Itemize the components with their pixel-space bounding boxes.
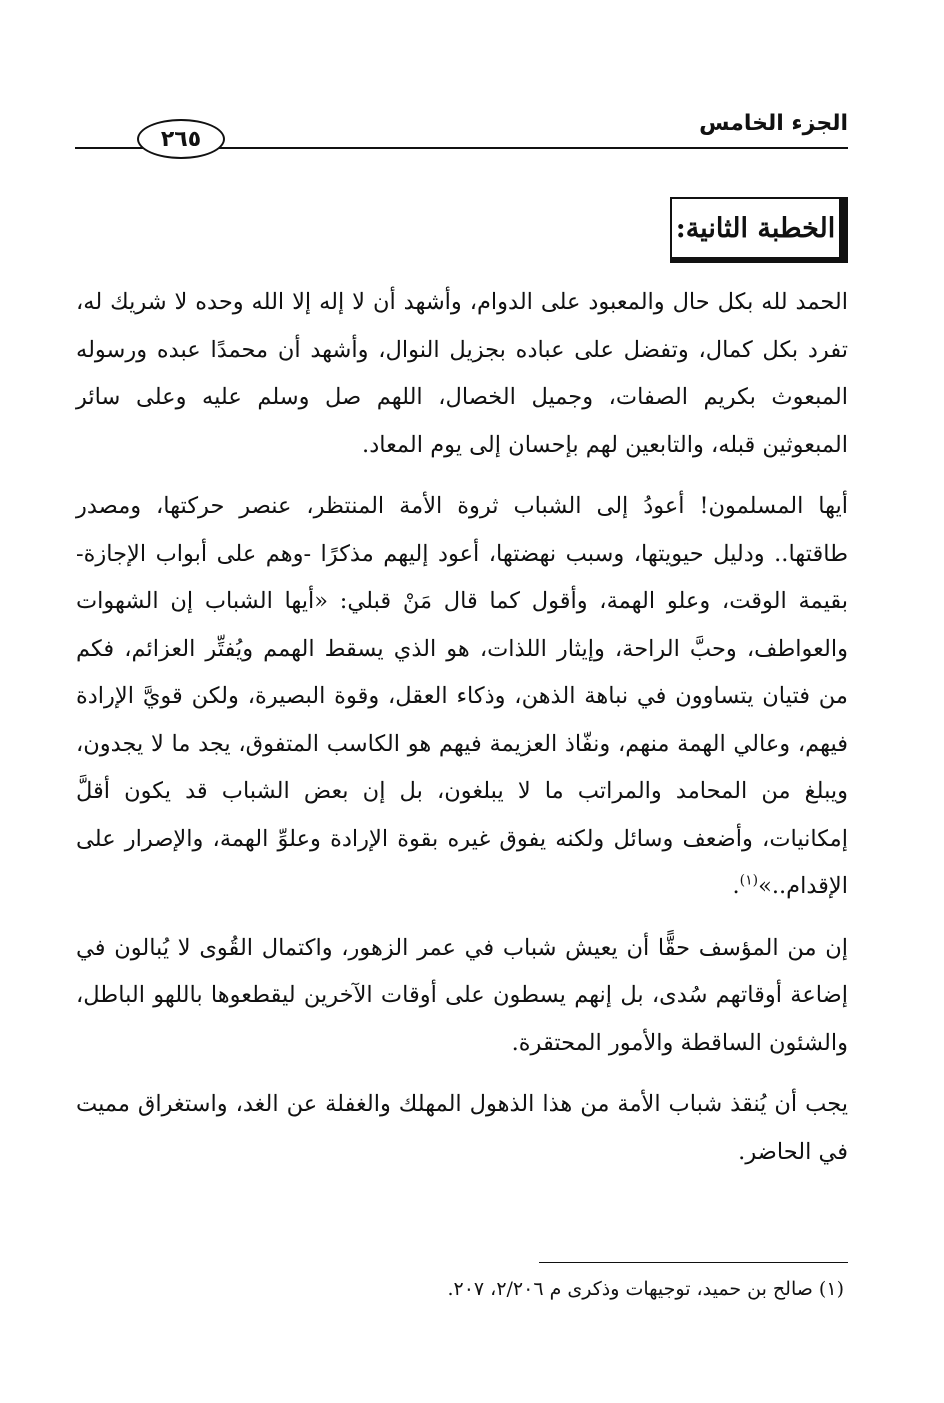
- body-text: [76, 279, 848, 1190]
- footnote-divider: [539, 1262, 848, 1263]
- footnote: (١) صالح بن حميد، توجيهات وذكرى م ٢/٢٠٦، ٢٠٧.: [447, 1278, 844, 1300]
- footnote-ref[interactable]: (١): [739, 872, 759, 889]
- paragraph-regret: إن من المؤسف حقًّا أن يعيش شباب في عمر الزهور، واكتمال القُوى لا يُبالون في إضاعة أوقاتهم سُدى، بل إنهم يسطون على أوقات الآخرين ليقطعوها باللهو الباطل، والشئون الساقطة والأمور المحتقرة.: [76, 934, 848, 1056]
- paragraph-opening-praise: الحمد لله بكل حال والمعبود على الدوام، وأشهد أن لا إله إلا الله وحده لا شريك له، تفرد بكل كمال، وتفضل على عباده بجزيل النوال، وأشهد أن محمدًا عبده ورسوله المبعوث بكريم الصفات، وجميل الخصال، اللهم صل وسلم عليه وعلى سائر المبعوثين قبله، والتابعين لهم بإحسان إلى يوم المعاد.: [76, 289, 848, 458]
- page-number-text: ٢٦٥: [160, 126, 202, 152]
- paragraph-end-mark: .: [732, 873, 740, 899]
- section-heading-text: الخطبة الثانية:: [675, 212, 836, 244]
- paragraph-address-youth: [76, 483, 848, 911]
- page-number: [137, 119, 225, 159]
- paragraph-conclusion: يجب أن يُنقذ شباب الأمة من هذا الذهول المهلك والغفلة عن الغد، واستغراق مميت في الحاضر.: [76, 1091, 848, 1165]
- paragraph-address-youth-text: أيها المسلمون! أعودُ إلى الشباب ثروة الأمة المنتظر، عنصر حركتها، ومصدر طاقتها.. ودليل حيويتها، وسبب نهضتها، أعود إليهم مذكرًا -وهم على أبواب الإجازة- بقيمة الوقت، وعلو الهمة، وأقول كما قال مَنْ قبلي: «أيها الشباب إن الشهوات والعواطف، وحبَّ الراحة، وإيثار اللذات، هو الذي يسقط الهمم ويُفتِّر العزائم، فكم من فتيان يتساوون في نباهة الذهن، وذكاء العقل، وقوة البصيرة، ولكن قويَّ الإرادة فيهم، وعالي الهمة منهم، ونفّاذ العزيمة فيهم هو الكاسب المتفوق، يجد ما لا يجدون، ويبلغ من المحامد والمراتب ما لا يبلغون، بل إن بعض الشباب قد يكون أقلَّ إمكانيات، وأضعف وسائل ولكنه يفوق غيره بقوة الإرادة وعلوِّ الهمة، والإصرار على الإقدام..»: [76, 493, 848, 899]
- running-header-title: الجزء الخامس: [699, 111, 848, 136]
- section-heading-box: [670, 197, 848, 263]
